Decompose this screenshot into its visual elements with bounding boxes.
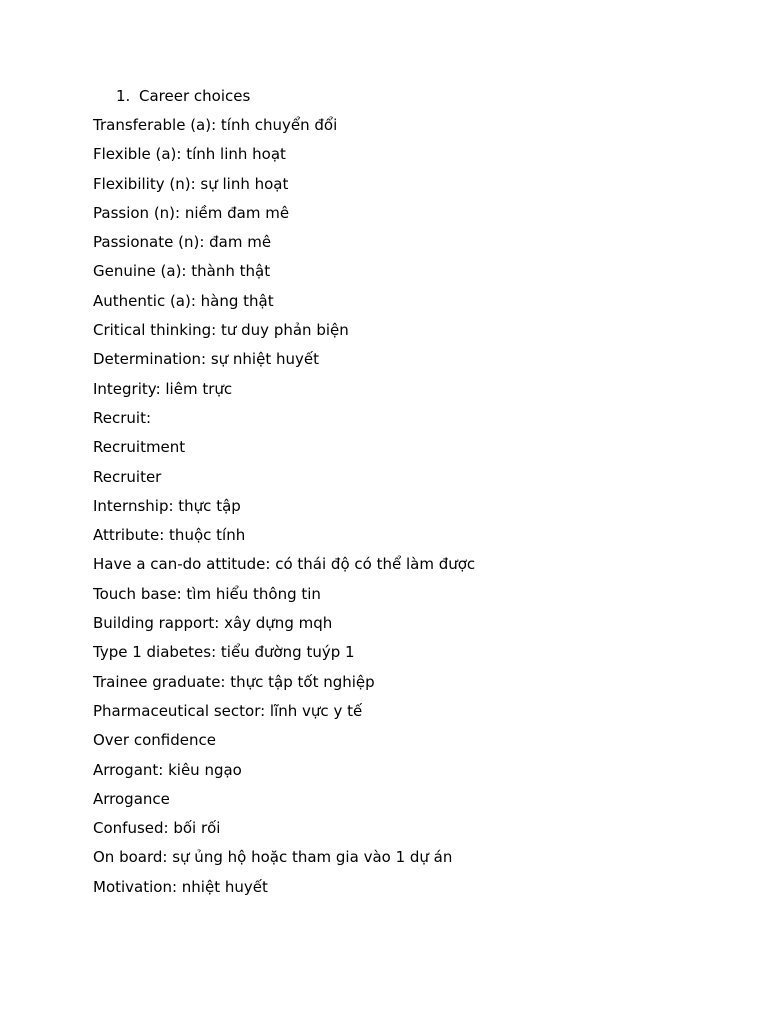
vocab-line: Critical thinking: tư duy phản biện: [93, 321, 349, 340]
vocab-line: Touch base: tìm hiểu thông tin: [93, 584, 321, 603]
vocab-line: Pharmaceutical sector: lĩnh vực y tế: [93, 701, 363, 720]
vocab-line: Building rapport: xây dựng mqh: [93, 614, 333, 633]
heading-number: 1.: [116, 87, 131, 105]
vocab-line: Recruitment: [93, 438, 186, 457]
vocab-line: Authentic (a): hàng thật: [93, 291, 274, 310]
vocab-line: Genuine (a): thành thật: [93, 262, 271, 281]
vocab-line: Trainee graduate: thực tập tốt nghiệp: [93, 672, 375, 691]
vocab-line: Arrogant: kiêu ngạo: [93, 760, 242, 779]
vocab-line: Integrity: liêm trực: [93, 379, 233, 398]
vocab-line: Type 1 diabetes: tiểu đường tuýp 1: [93, 643, 355, 662]
vocab-line: Motivation: nhiệt huyết: [93, 877, 268, 896]
vocab-line: Flexibility (n): sự linh hoạt: [93, 174, 289, 193]
vocab-line: Arrogance: [93, 789, 170, 808]
vocabulary-list: [93, 115, 475, 906]
heading-text: Career choices: [139, 87, 251, 105]
vocab-line: Have a can-do attitude: có thái độ có thể làm được: [93, 555, 476, 574]
vocab-line: Flexible (a): tính linh hoạt: [93, 145, 286, 164]
vocab-line: Confused: bối rối: [93, 819, 221, 838]
vocab-line: Determination: sự nhiệt huyết: [93, 350, 319, 369]
vocab-line: On board: sự ủng hộ hoặc tham gia vào 1 dự án: [93, 848, 453, 867]
vocab-line: Recruit:: [93, 408, 152, 427]
vocab-line: Passion (n): niềm đam mê: [93, 203, 290, 222]
vocab-line: Recruiter: [93, 467, 162, 486]
vocab-line: Passionate (n): đam mê: [93, 233, 272, 252]
vocab-line: Over confidence: [93, 731, 216, 750]
section-heading: [116, 86, 250, 106]
vocab-line: Internship: thực tập: [93, 496, 241, 515]
vocab-line: Attribute: thuộc tính: [93, 526, 246, 545]
vocab-line: Transferable (a): tính chuyển đổi: [93, 116, 338, 134]
